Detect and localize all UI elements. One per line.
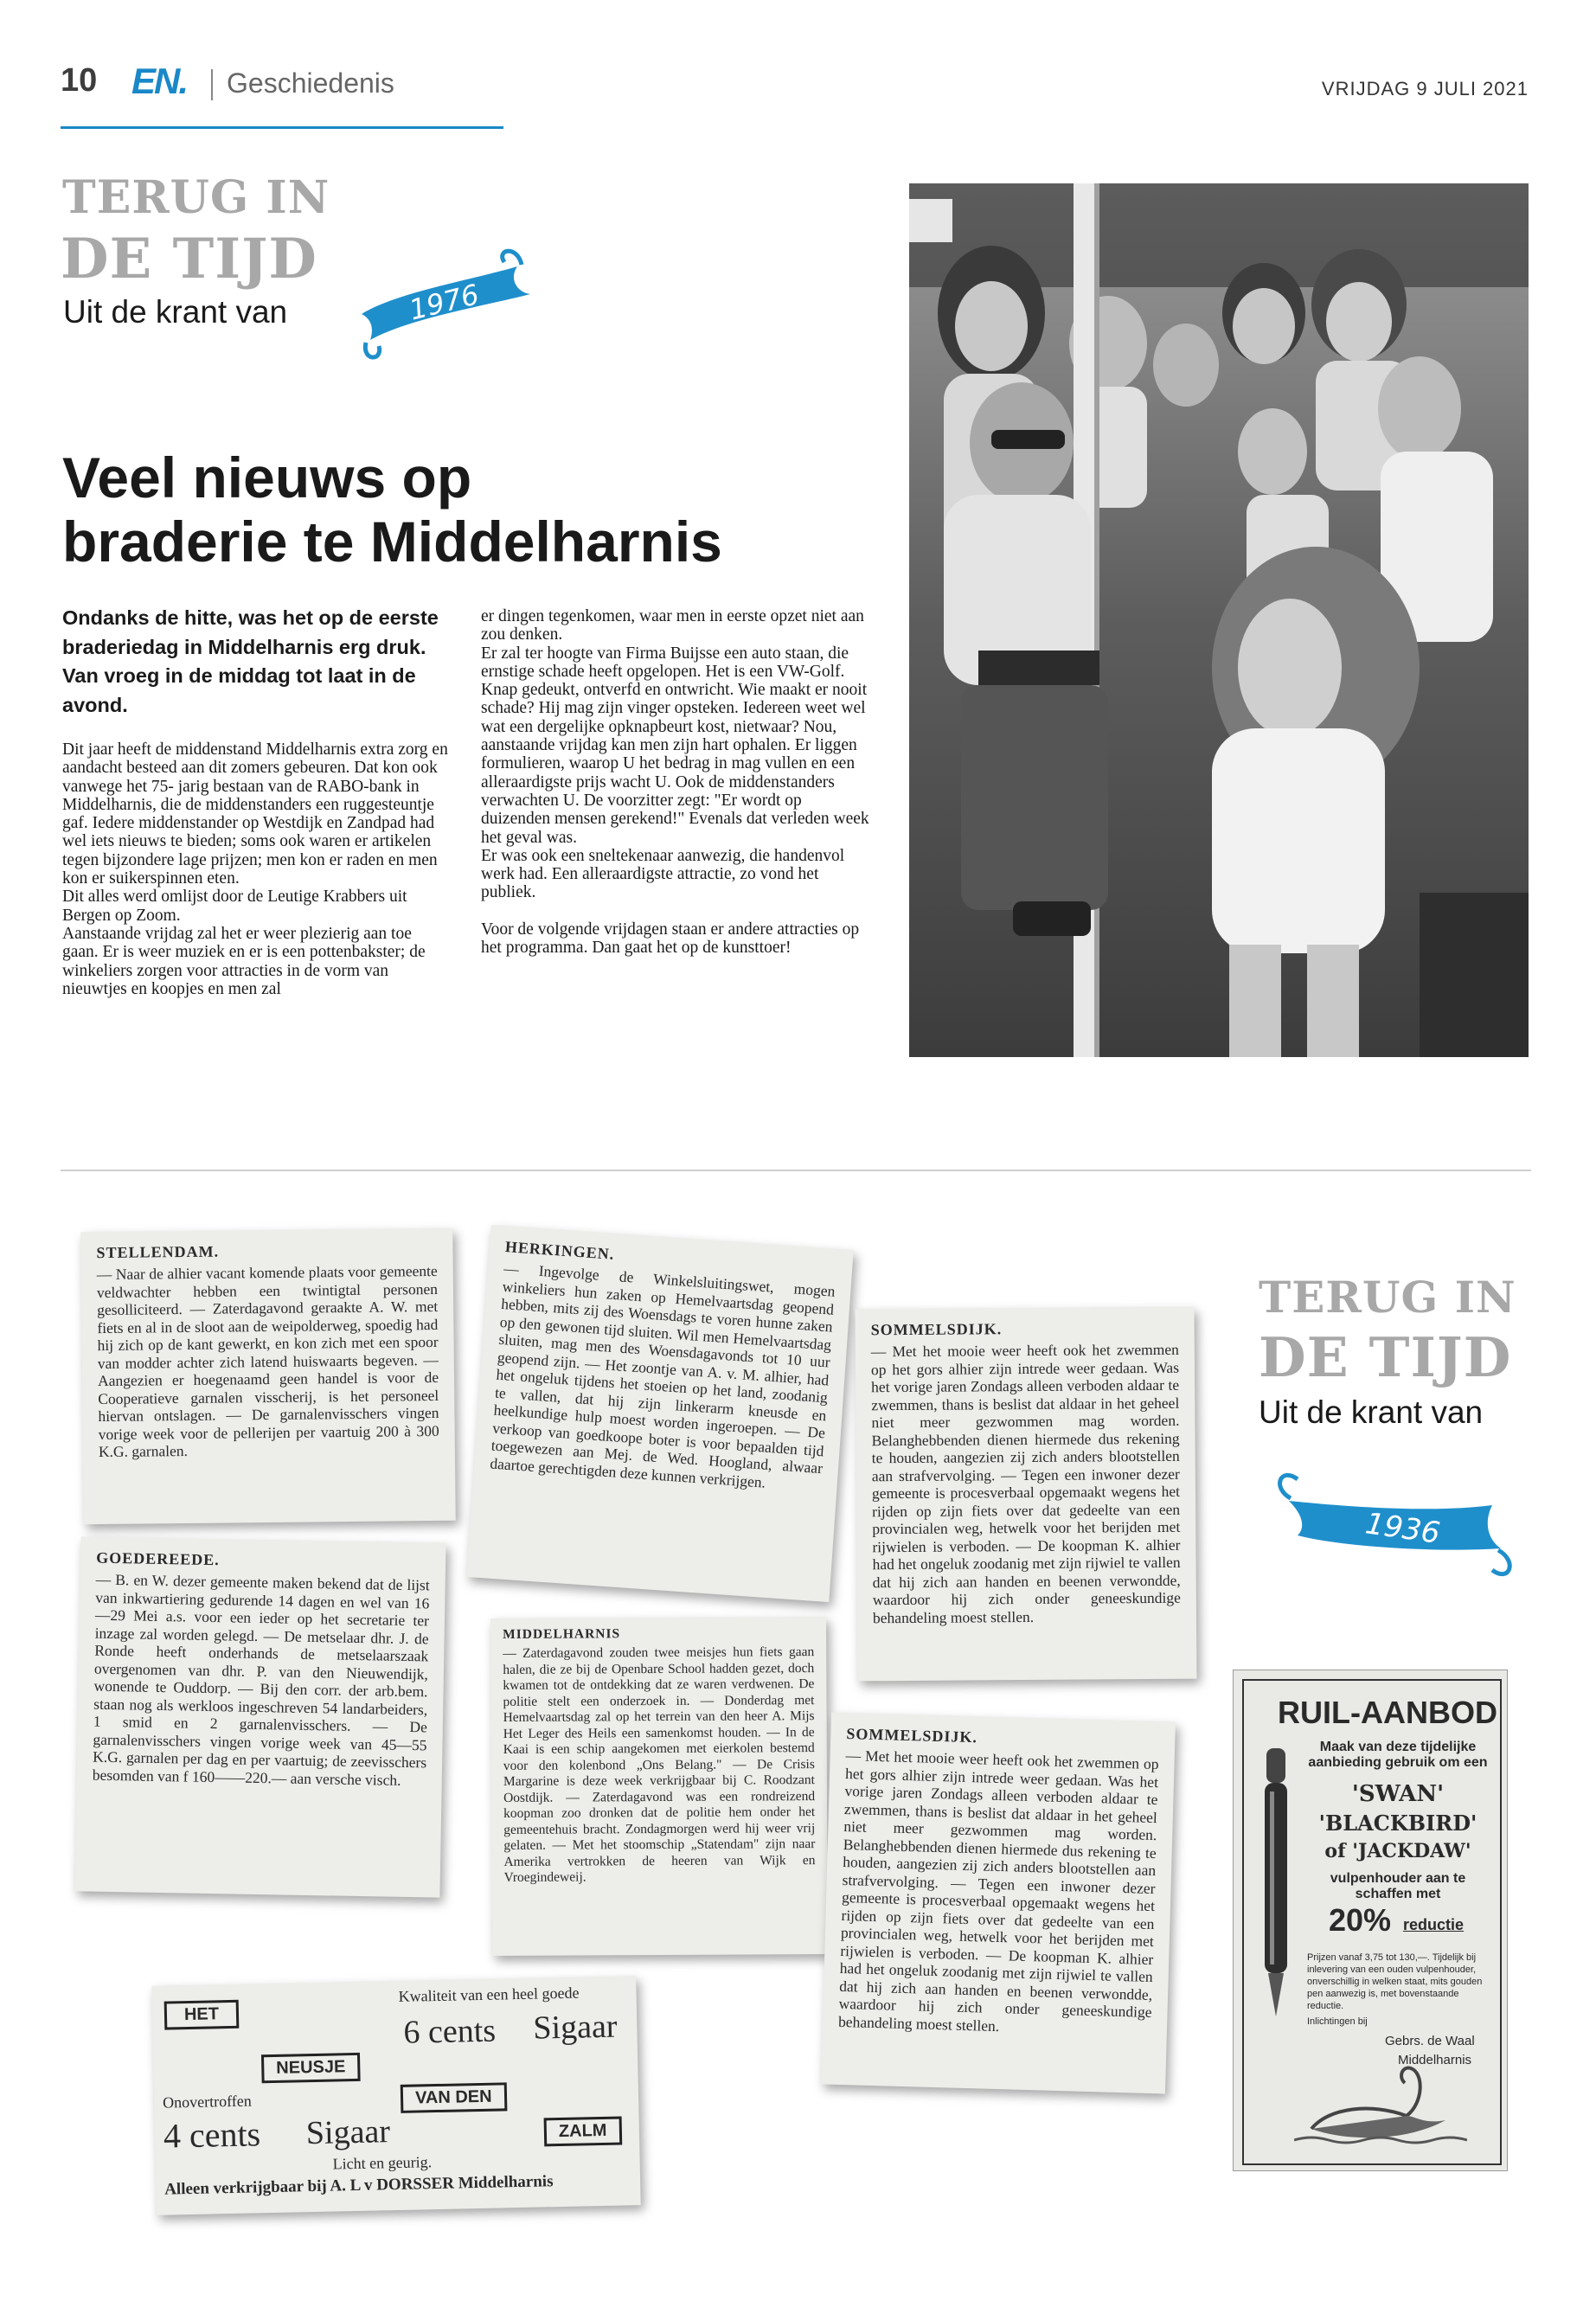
section-divider xyxy=(61,1170,1531,1171)
clipping-text: — B. en W. dezer gemeente maken bekend dat de lijst van inkwartiering gedurende 14 dagen en wel van 16—29 Mei a.s. voor een ieder op het secretarie ter inzage zal worden gelegd. — De metselaar dhr. J. de Ronde heeft onderhands de metselaarszaak overgenomen van dhr. P. van den Nieuwendijk, wonende te Ouddorp. — Bij den corr. der arb.bem. staan nog als werkloos ingeschreven 54 landarbeiders, 1 smid en 2 garnalenvisschers. — De garnalenvisschers vingen vorige week van 45—55 K.G. garnalen per dag en per vaartuig; de zeevisschers besomden van f 160——220.— aan versche visch. xyxy=(92,1570,430,1789)
clipping-title: STELLENDAM. xyxy=(96,1242,220,1262)
issue-date: VRIJDAG 9 JULI 2021 xyxy=(1321,78,1529,99)
cigar-quality-line: Kwaliteit van een heel goede xyxy=(398,1984,580,2005)
clipping-text: — Met het mooie weer heeft ook het zwemmen op het gors alhier zijn intrede weer gedaan. Was het vorige jaren Zondags alleen verboden aldaar te zwemmen, thans is beslist dat aldaar in het geheel niet meer gezwommen mag worden. Belanghebbenden dienen hiermede dus rekening te houden, aangezien zij zich anders blootstellen aan strafvervolging. — Tegen een inwoner dezer gemeente is procesverbaal opgemaakt wegens het rijden op zijn fiets over dat gedeelte van een provincialen weg, hetwelk voor het berijden met rijwielen is verboden. — De koopman K. alhier had het ongeluk zoodanig met zijn rijwiel te vallen dat hij zich aan handen en beenen verwondde, waardoor hij zich onder geneeskundige behandeling moest stellen. xyxy=(870,1340,1181,1626)
clipping-title: SOMMELSDIJK. xyxy=(846,1725,978,1747)
year-ribbon-1976 xyxy=(344,232,535,370)
article-lead: Ondanks de hitte, was het op de eerste braderiedag in Middelharnis erg druk. Van vroeg in de middag tot laat in de avond. xyxy=(62,606,439,716)
cigar-price-6: 6 cents xyxy=(403,2012,497,2051)
year-1936-text: 1936 xyxy=(1362,1506,1443,1551)
brand-logo: EN. xyxy=(131,61,188,101)
pen-ad-seller: Gebrs. de Waal xyxy=(1385,2034,1475,2048)
headline-line1: Veel nieuws op xyxy=(62,445,472,510)
swan-icon xyxy=(1294,2055,1467,2150)
paragraph: Dit alles werd omlijst door de Leutige Krabbers uit Bergen op Zoom. xyxy=(62,888,407,925)
section-label: Geschiedenis xyxy=(227,67,394,99)
paragraph: Er was ook een sneltekenaar aanwezig, die handenvol werk had. Een alleraardigste attractie, zo vond het publiek. xyxy=(481,846,845,902)
header-separator xyxy=(211,69,213,100)
paragraph: Er zal ter hoogte van Firma Buijsse een auto staan, die ernstige schade heeft opgelopen. Het is een VW-Golf. Knap gedeukt, ontverfd en ontwricht. Wie maakt er nooit schade? Hij mag zijn vinger opsteken. Iedereen weet wel wat een dergelijke opknapbeurt kost, nietwaar? Nou, aanstaande vrijdag kan men zijn hart ophalen. Er liggen formulieren, waarop U het bedrag in mag vullen en een alleraardigste prijs wacht U. Ook de middenstanders verwachten U. De voorzitter zegt: "Er wordt op duizenden mensen gerekend!" Evenals dat verleden week het geval was. xyxy=(481,644,869,847)
paragraph xyxy=(481,902,870,920)
article-column-1 xyxy=(62,740,452,998)
cigar-het-box: HET xyxy=(164,2000,240,2030)
clipping-title: HERKINGEN. xyxy=(504,1238,615,1263)
cigar-vanden-box: VAN DEN xyxy=(401,2082,507,2113)
clipping-sommelsdijk-1 xyxy=(856,1307,1197,1682)
feature-subtitle: Uit de krant van xyxy=(63,294,288,330)
year-1976-text: 1976 xyxy=(406,278,483,327)
clipping-title: GOEDEREEDE. xyxy=(96,1548,220,1569)
fountain-pen-icon xyxy=(1249,1740,1301,2025)
year-ribbon-1936 xyxy=(1272,1453,1514,1592)
feature-title-line2: DE TIJD xyxy=(61,227,317,292)
paragraph: Dit jaar heeft de middenstand Middelharnis extra zorg en aandacht besteed aan dit zomers gebeuren. Dat kon ook vanwege het 75- jarig bestaan van de RABO-bank in Middelharnis, die de middenstanders een ruggesteuntje gaf. Iedere middenstander op Westdijk en Zandpad had wel iets nieuws te bieden; soms ook waren er artikelen tegen bijzondere lage prijzen; men kon er raden en men kon er suikerspinnen eten. xyxy=(62,740,448,888)
header-rule xyxy=(61,126,503,129)
cigar-neusje-box: NEUSJE xyxy=(261,2053,361,2083)
pen-reduction-label: reductie xyxy=(1403,1916,1465,1933)
clipping-goedereede xyxy=(74,1536,445,1897)
pen-ad-info: Inlichtingen bij xyxy=(1307,2016,1368,2027)
pen-ad-town: Middelharnis xyxy=(1398,2053,1472,2067)
clipping-text: — Zaterdagavond zouden twee meisjes hun fiets gaan halen, die ze bij de Openbare School hadden gezet, doch kwamen tot de ontdekking dat ze waren verdwenen. De politie stelt een onderzoek in. — Donderdag met Hemelvaartsdag zal op het terrein van den heer A. Mijs Het Leger des Heils een samenkomst houden. — In de Kaai is een schip aangekomen met eierkolen bestemd voor den kolenbond „Ons Belang." — De Crisis Margarine is deze week verkrijgbaar bij C. Roodzant Oostdijk. — Zaterdagavond was een rondreizend koopman zoo dronken dat de politie hem onder het gemeentehuis bracht. Zondagmorgen werd hij weer vrij gelaten. — Met het stoomschip „Statendam" zijn naar Amerika vertrokken de heeren van Wijk en Vroegindeweij. xyxy=(503,1644,816,1885)
paragraph: Aanstaande vrijdag zal het er weer plezierig aan toe gaan. Er is weer muziek en er is een pottenbakster; de winkeliers zorgen voor attracties in de vorm van nieuwtjes en koopjes en men zal xyxy=(62,924,426,998)
feature-title-line1: TERUG IN xyxy=(62,171,330,224)
cigar-footer: Alleen verkrijgbaar bij A. L v DORSSER Middelharnis xyxy=(163,2172,554,2199)
pen-ad-desc: vulpenhouder aan te schaffen met xyxy=(1330,1871,1466,1901)
clipping-text: — Met het mooie weer heeft ook het zwemmen op het gors alhier zijn intrede weer gedaan. Was het vorige jaren Zondags alleen verboden aldaar te zwemmen, thans is beslist dat aldaar in het geheel niet meer gezwommen mag worden. Belanghebbenden dienen hiermede dus rekening te houden, aangezien zij zich anders blootstellen aan strafvervolging. — Tegen een inwoner dezer gemeente is procesverbaal opgemaakt wegens het rijden op zijn fiets over dat gedeelte van een provincialen weg, hetwelk voor het berijden met rijwielen is verboden. — De koopman K. alhier had het ongeluk zoodanig met zijn rijwiel te vallen dat hij zich aan handen en beenen verwondde, waardoor hij zich onder geneeskundige behandeling moest stellen. xyxy=(837,1747,1159,2035)
pen-reduction-value: 20% xyxy=(1329,1902,1392,1938)
pen-brand-blackbird: 'BLACKBIRD' xyxy=(1318,1811,1477,1836)
cigar-licht: Licht en geurig. xyxy=(332,2153,433,2173)
pen-ad-fine-print: Prijzen vanaf 3,75 tot 130,—. Tijdelijk bij inlevering van een ouden vulpenhouder, onverschillig in welken staat, mits gouden pen aanwezig is, met bovenstaande reductie. xyxy=(1307,1952,1483,2011)
headline-line2: braderie te Middelharnis xyxy=(62,510,722,574)
clipping-title: SOMMELSDIJK. xyxy=(870,1320,1003,1339)
clipping-sommelsdijk-2 xyxy=(821,1713,1176,2094)
cigar-sigaar-1: Sigaar xyxy=(532,2008,618,2047)
cigar-price-4: 4 cents xyxy=(163,2114,261,2156)
clipping-middelharnis xyxy=(490,1617,828,1956)
article-column-2 xyxy=(481,607,870,957)
cigar-sigaar-2: Sigaar xyxy=(305,2113,391,2152)
pen-ad-intro: Maak van deze tijdelijke aanbieding gebruik om een xyxy=(1308,1740,1488,1770)
clipping-text: — Naar de alhier vacant komende plaats voor gemeente veldwachter hebben een twintigtal personen gesolliciteerd. — Zaterdagavond geraakte A. W. met fiets en al in de sloot aan de weipolderweg, spoedig had hij zich op de kant gewerkt, en kon zich met een spoor van modder achter zich latend huiswaarts begeven. — Aangezien er hoegenaamd geen handel is voor de Cooperatieve garnalen visscherij, is het personeel hiervan ontslagen. — De garnalenvisschers vingen vorige week voor de pellerijen per vaartuig 200 à 300 K.G. garnalen. xyxy=(96,1261,439,1461)
pen-ad-title: RUIL-AANBOD xyxy=(1278,1695,1497,1730)
feature-subtitle: Uit de krant van xyxy=(1259,1394,1484,1430)
paragraph: Voor de volgende vrijdagen staan er andere attracties op het programma. Dan gaat het op de kunsttoer! xyxy=(481,920,860,958)
cigar-ad xyxy=(151,1976,640,2215)
braderie-photo xyxy=(909,183,1529,1057)
paragraph: er dingen tegenkomen, waar men in eerste opzet niet aan zou denken. xyxy=(481,607,864,644)
feature-title-line2: DE TIJD xyxy=(1259,1325,1512,1389)
pen-ad xyxy=(1233,1670,1508,2171)
pen-brand-swan: 'SWAN' xyxy=(1351,1781,1445,1807)
clipping-stellendam xyxy=(80,1228,456,1524)
cigar-zalm-box: ZALM xyxy=(544,2117,622,2147)
page-number: 10 xyxy=(61,62,98,99)
clipping-title: MIDDELHARNIS xyxy=(503,1626,621,1642)
article-headline xyxy=(62,445,841,574)
cigar-onovertroffen: Onovertroffen xyxy=(162,2092,252,2112)
pen-brand-jackdaw: of 'JACKDAW' xyxy=(1324,1840,1471,1862)
clipping-text: — Ingevolge de Winkelsluitingswet, mogen winkeliers hun zaken op Hemelvaartsdag geopend hebben, mits zij des Woensdags te voren hunne zaken op den gewonen tijd sluiten. Wil men Hemelvaartsdag sluiten, mag men des Woensdagavonds tot 10 uur geopend zijn. — Het zoontje van A. v. M. alhier, had het ongeluk tijdens het stoeien op het land, zoodanig te vallen, dat hij zijn linkerarm kneusde en heelkundige hulp moest worden ingeroepen. — De verkoop van goedkoope boter is voor bepaalden tijd toegewezen aan Mej. de Wed. Hoogland, alwaar daartoe gerechtigden deze kunnen verkrijgen. xyxy=(489,1259,836,1491)
clipping-herkingen xyxy=(466,1225,853,1602)
feature-title-line1: TERUG IN xyxy=(1259,1272,1516,1323)
